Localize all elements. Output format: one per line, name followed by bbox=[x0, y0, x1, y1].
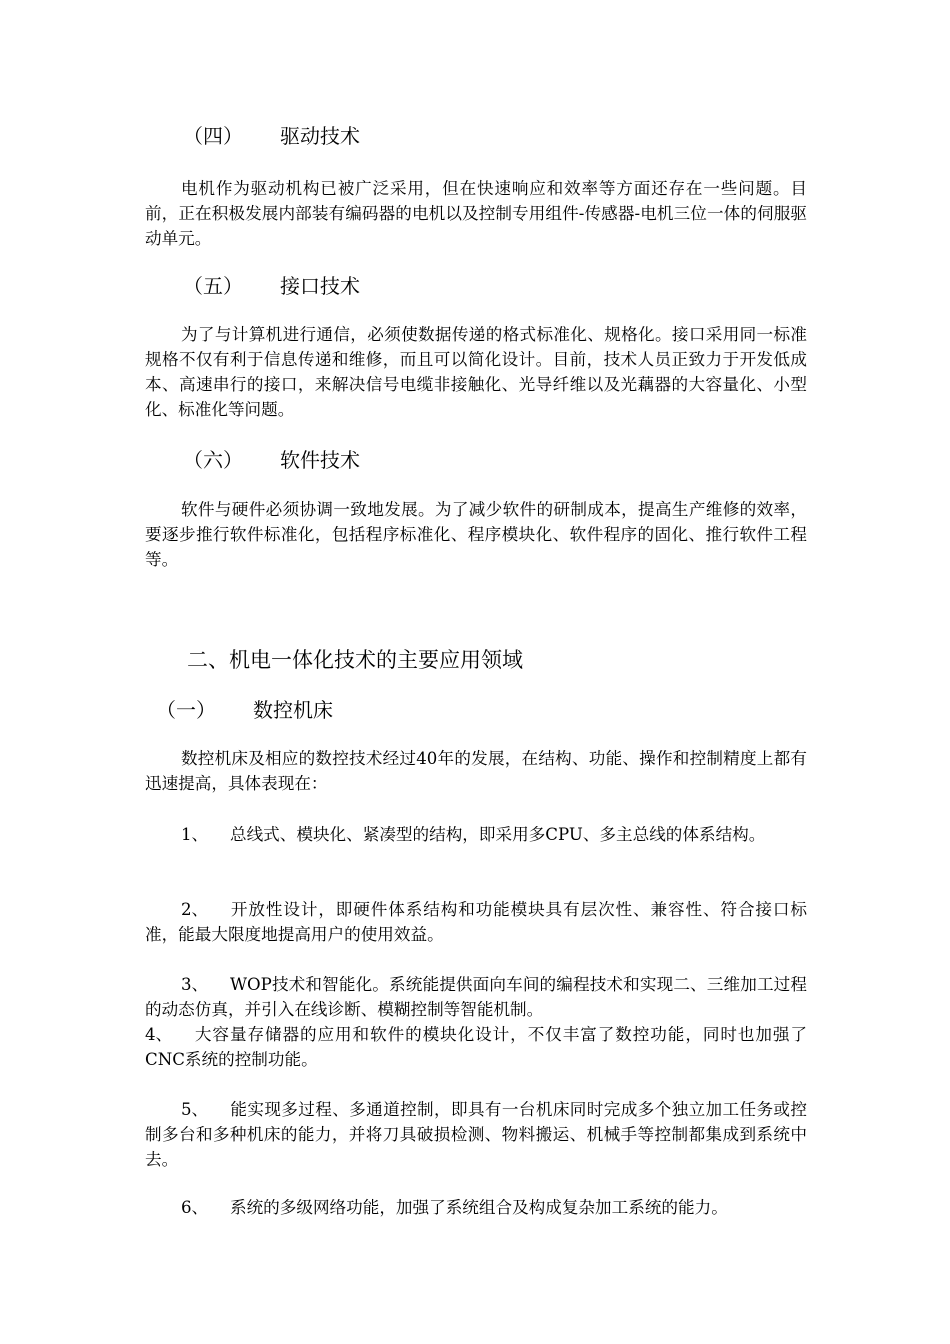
list-item bbox=[145, 972, 807, 1022]
paragraph-cnc-intro: 数控机床及相应的数控技术经过40年的发展，在结构、功能、操作和控制精度上都有迅速提高，具体表现在： bbox=[145, 749, 807, 793]
list-item bbox=[145, 897, 807, 947]
list-item-number: 3、 bbox=[181, 975, 209, 994]
paragraph-drive-tech: 电机作为驱动机构已被广泛采用，但在快速响应和效率等方面还存在一些问题。目前，正在积极发展内部装有编码器的电机以及控制专用组件-传感器-电机三位一体的伺服驱动单元。 bbox=[145, 179, 807, 248]
section-title: 数控机床 bbox=[253, 698, 333, 722]
section-number: （六） bbox=[183, 448, 243, 472]
list-item-text: 能实现多过程、多通道控制，即具有一台机床同时完成多个独立加工任务或控制多台和多种机床的能力，并将刀具破损检测、物料搬运、机械手等控制都集成到系统中去。 bbox=[145, 1100, 807, 1169]
paragraph-software-tech: 软件与硬件必须协调一致地发展。为了减少软件的研制成本，提高生产维修的效率，要逐步推行软件标准化，包括程序标准化、程序模块化、软件程序的固化、推行软件工程等。 bbox=[145, 500, 807, 569]
section-title: 驱动技术 bbox=[280, 124, 360, 148]
chapter-heading: 二、机电一体化技术的主要应用领域 bbox=[187, 648, 523, 672]
list-item bbox=[145, 1022, 807, 1072]
list-item bbox=[145, 1195, 807, 1220]
list-item-text: 开放性设计，即硬件体系结构和功能模块具有层次性、兼容性、符合接口标准，能最大限度地提高用户的使用效益。 bbox=[145, 900, 807, 944]
list-item bbox=[145, 1097, 807, 1172]
list-item-text: 总线式、模块化、紧凑型的结构，即采用多CPU、多主总线的体系结构。 bbox=[230, 825, 766, 844]
list-item-number: 1、 bbox=[181, 825, 209, 844]
list-item bbox=[145, 822, 807, 847]
list-item-number: 4、 bbox=[145, 1025, 173, 1044]
list-item-text: WOP技术和智能化。系统能提供面向车间的编程技术和实现二、三维加工过程的动态仿真，并引入在线诊断、模糊控制等智能机制。 bbox=[145, 975, 807, 1019]
paragraph-interface-tech: 为了与计算机进行通信，必须使数据传递的格式标准化、规格化。接口采用同一标准规格不仅有利于信息传递和维修，而且可以简化设计。目前，技术人员正致力于开发低成本、高速串行的接口，来解决信号电缆非接触化、光导纤维以及光藕器的大容量化、小型化、标准化等问题。 bbox=[145, 325, 807, 419]
list-item-number: 5、 bbox=[181, 1100, 209, 1119]
list-item-text: 大容量存储器的应用和软件的模块化设计，不仅丰富了数控功能，同时也加强了CNC系统的控制功能。 bbox=[145, 1025, 807, 1069]
section-title: 接口技术 bbox=[280, 274, 360, 298]
list-item-text: 系统的多级网络功能，加强了系统组合及构成复杂加工系统的能力。 bbox=[230, 1198, 728, 1217]
section-number: （五） bbox=[183, 274, 243, 298]
section-number: （四） bbox=[183, 124, 243, 148]
list-item-number: 6、 bbox=[181, 1198, 209, 1217]
section-title: 软件技术 bbox=[280, 448, 360, 472]
section-number: （一） bbox=[156, 698, 216, 722]
list-item-number: 2、 bbox=[181, 900, 209, 919]
